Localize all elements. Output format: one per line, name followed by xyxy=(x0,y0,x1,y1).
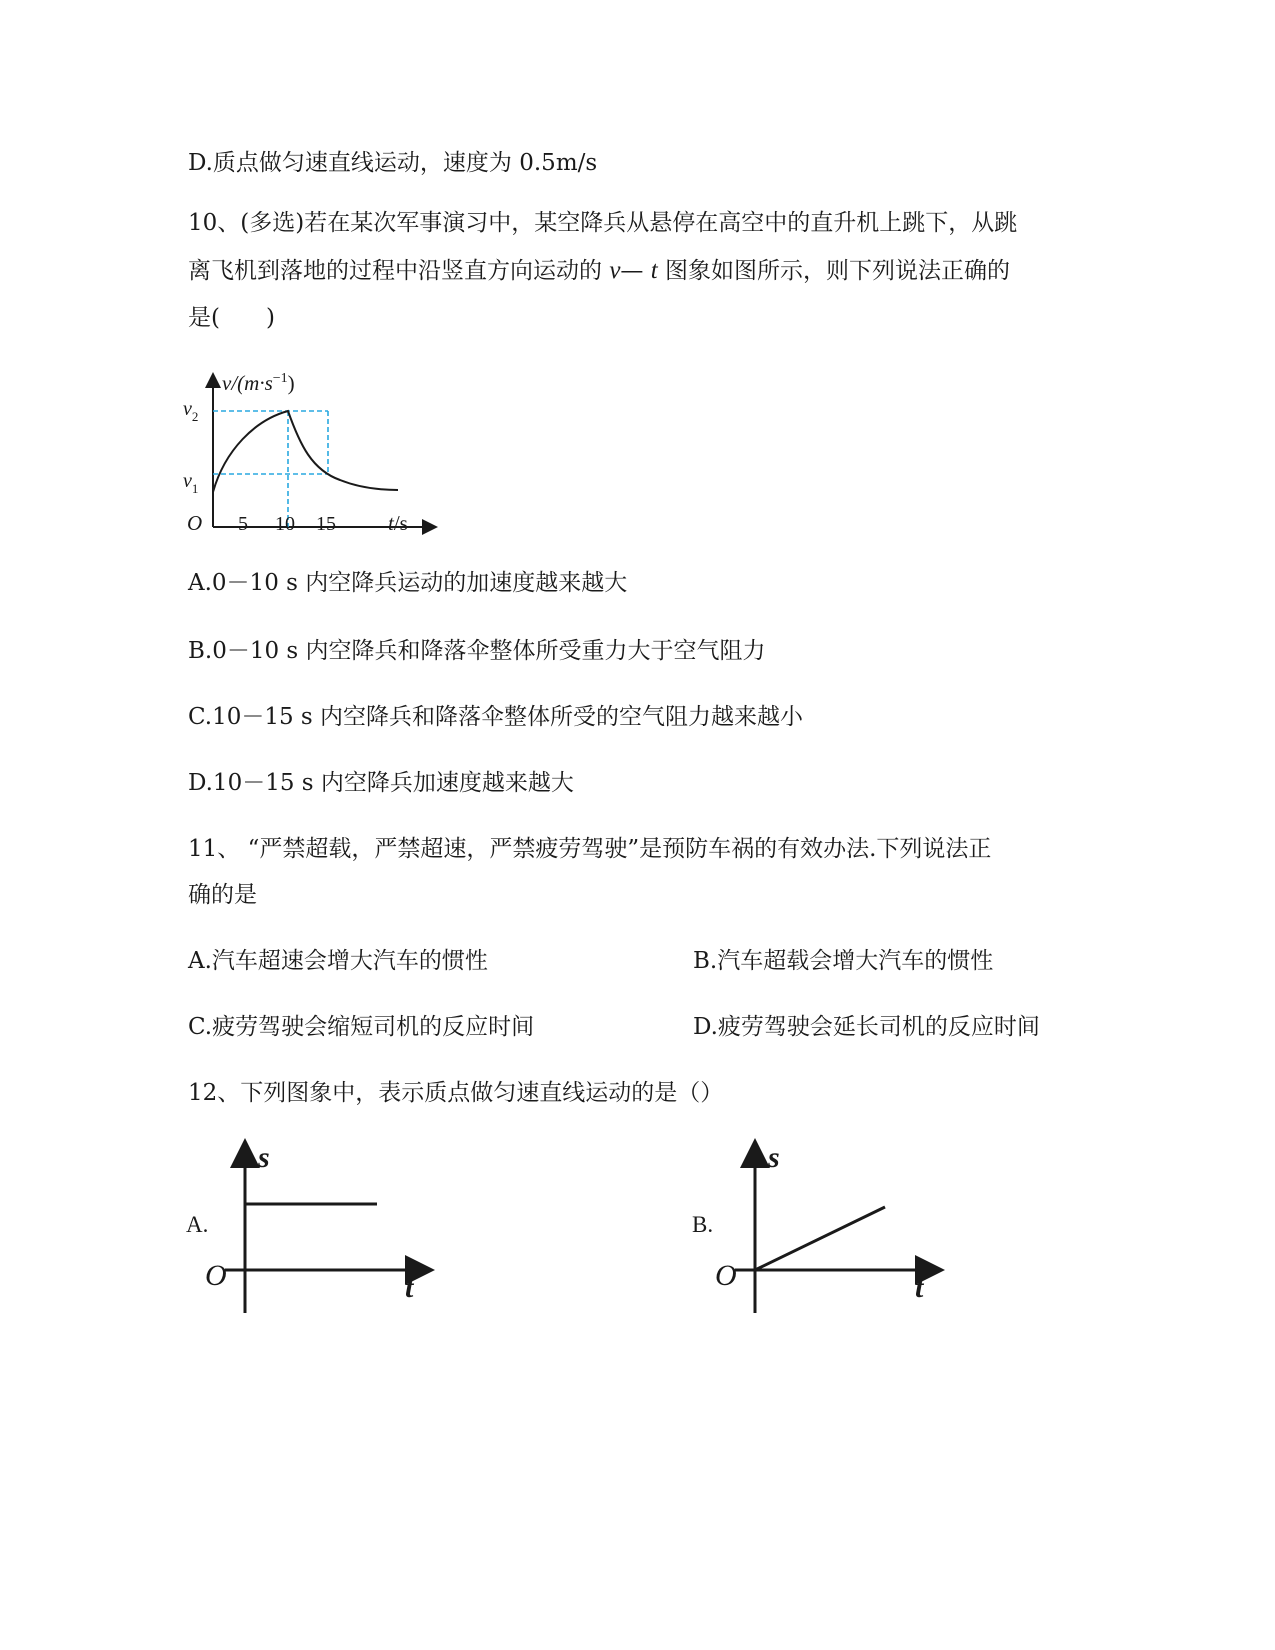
q10-tick-15: 15 xyxy=(316,513,336,535)
q10-option-a: A.0－10 s 内空降兵运动的加速度越来越大 xyxy=(188,570,628,596)
q12b-origin: O xyxy=(715,1259,737,1292)
q12a-t-label: t xyxy=(405,1271,414,1304)
q10-stem-line2 xyxy=(188,256,1010,286)
q10-stem-line2-b: 图象如图所示，则下列说法正确的 xyxy=(665,258,1010,284)
q10-vt-figure xyxy=(180,370,440,550)
q10-tick-5: 5 xyxy=(238,513,248,535)
q12b-graph-line xyxy=(755,1207,885,1270)
q12-option-b-label: B. xyxy=(692,1212,714,1237)
q12b-t-label: t xyxy=(915,1271,924,1304)
q10-tick-10: 10 xyxy=(275,513,295,535)
q10-x-axis-label: t/s xyxy=(388,511,408,535)
q10-t-symbol: t xyxy=(650,257,658,284)
q10-velocity-curve xyxy=(213,411,398,492)
q10-stem-line2-a: 离飞机到落地的过程中沿竖直方向运动的 xyxy=(188,258,602,284)
q10-stem-line3: 是( ) xyxy=(188,305,275,331)
q10-origin: O xyxy=(187,511,203,535)
q10-option-d: D.10－15 s 内空降兵加速度越来越大 xyxy=(188,770,574,796)
q12-graph-a xyxy=(205,1141,435,1315)
q10-label-v1: $v_1$ xyxy=(183,470,199,496)
q12a-s-label: s xyxy=(258,1141,270,1174)
q10-y-axis-label: $v/(m\cdot s^{-1})$ xyxy=(222,371,295,395)
q10-option-c: C.10－15 s 内空降兵和降落伞整体所受的空气阻力越来越小 xyxy=(188,704,804,730)
q12-stem: 12、下列图象中，表示质点做匀速直线运动的是（） xyxy=(188,1080,724,1106)
q12-graph-b xyxy=(710,1141,940,1315)
q11-option-c: C.疲劳驾驶会缩短司机的反应时间 xyxy=(188,1014,535,1040)
q11-option-b: B.汽车超载会增大汽车的惯性 xyxy=(693,948,994,974)
q11-option-a: A.汽车超速会增大汽车的惯性 xyxy=(188,948,488,974)
q12b-s-label: s xyxy=(768,1141,780,1174)
q12a-origin: O xyxy=(205,1259,227,1292)
q10-v-symbol: v xyxy=(609,257,621,284)
q10-label-v2: $v_2$ xyxy=(183,398,199,424)
q11-stem-line2: 确的是 xyxy=(188,882,257,908)
q11-option-d: D.疲劳驾驶会延长司机的反应时间 xyxy=(693,1014,1040,1040)
q11-stem-line1: 11、 “严禁超载，严禁超速，严禁疲劳驾驶”是预防车祸的有效办法.下列说法正 xyxy=(188,836,992,862)
q10-stem-line1: 10、(多选)若在某次军事演习中，某空降兵从悬停在高空中的直升机上跳下，从跳 xyxy=(188,210,1018,236)
q9-option-d: D.质点做匀速直线运动，速度为 0.5m/s xyxy=(188,150,598,176)
q10-dash: — xyxy=(620,258,644,284)
q12-option-a-label: A. xyxy=(186,1212,209,1237)
q10-option-b: B.0－10 s 内空降兵和降落伞整体所受重力大于空气阻力 xyxy=(188,638,766,664)
